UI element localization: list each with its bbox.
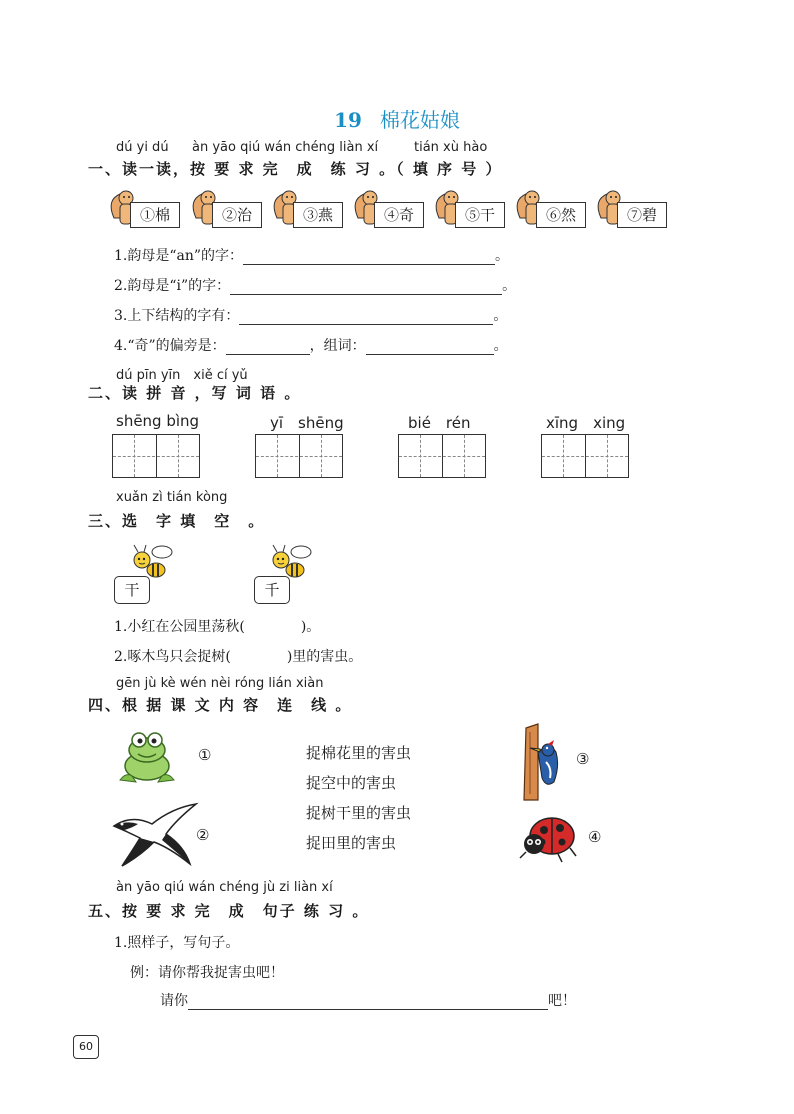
section1-heading: 一、读一读，按 要 求 完 成 练 习 。（ 填 序 号 ） xyxy=(88,160,503,178)
char-option: ①棉 xyxy=(130,202,180,228)
question-text: 2.韵母是“i”的字： xyxy=(114,278,231,294)
word-pinyin-4: xīng xing xyxy=(546,414,626,432)
section3-pinyin: xuǎn zì tián kòng xyxy=(116,490,228,505)
question-end: 。 xyxy=(493,308,508,324)
word-pinyin-2: yī shēng xyxy=(270,414,344,432)
question-mid: ，组词： xyxy=(309,338,366,354)
ladybug-icon xyxy=(518,808,580,864)
char-option: ⑤干 xyxy=(455,202,505,228)
prompt-end: 吧！ xyxy=(548,993,576,1009)
answer-line[interactable] xyxy=(230,280,502,295)
question-3-2 xyxy=(114,646,362,666)
swallow-icon xyxy=(110,800,200,868)
question-end: 。 xyxy=(493,338,508,354)
char-option: ⑦碧 xyxy=(617,202,667,228)
word-pinyin-3: bié rén xyxy=(408,414,471,432)
section1-pinyin-3: tián xù hào xyxy=(414,140,488,155)
section4-pinyin: gēn jù kè wén nèi róng lián xiàn xyxy=(116,676,324,691)
section5-heading: 五、按 要 求 完 成 句子 练 习 。 xyxy=(88,902,370,920)
phrase-4: 捉田里的害虫 xyxy=(306,834,397,852)
question-text: 4.“奇”的偏旁是： xyxy=(114,338,226,354)
word-pinyin-1: shēng bìng xyxy=(116,412,200,430)
question-1-4 xyxy=(114,335,508,355)
phrase-2: 捉空中的害虫 xyxy=(306,774,397,792)
char-card-4 xyxy=(352,188,432,232)
char-option: ④奇 xyxy=(374,202,424,228)
answer-line[interactable] xyxy=(188,995,548,1010)
page-number: 60 xyxy=(73,1035,99,1059)
lesson-number: 19 xyxy=(334,108,362,132)
answer-line[interactable] xyxy=(243,250,495,265)
phrase-1: 捉棉花里的害虫 xyxy=(306,744,412,762)
char-card-5 xyxy=(433,188,513,232)
answer-line[interactable] xyxy=(239,310,493,325)
writing-grid-3[interactable] xyxy=(398,434,486,478)
section1-pinyin-1: dú yi dú xyxy=(116,140,169,155)
question-text: 1.韵母是“an”的字： xyxy=(114,248,244,264)
char-card-6 xyxy=(514,188,594,232)
section4-heading: 四、根 据 课 文 内 容 连 线 。 xyxy=(88,696,353,714)
animal-marker-3: ③ xyxy=(576,750,590,768)
char-option: ⑥然 xyxy=(536,202,586,228)
question-end: 。 xyxy=(495,248,510,264)
animal-marker-4: ④ xyxy=(588,828,602,846)
char-card-1 xyxy=(108,188,188,232)
example-sentence: 例：请你帮我捉害虫吧！ xyxy=(130,965,284,981)
question-end: 。 xyxy=(502,278,517,294)
char-card-2 xyxy=(190,188,270,232)
animal-marker-1: ① xyxy=(198,746,212,764)
phrase-3: 捉树干里的害虫 xyxy=(306,804,412,822)
section2-heading: 二、读 拼 音 ，写 词 语 。 xyxy=(88,384,302,402)
prompt-start: 请你 xyxy=(160,993,188,1009)
sentence-prompt xyxy=(160,990,576,1010)
question-end: )里的害虫。 xyxy=(286,649,363,665)
sentence-task: 1.照样子，写句子。 xyxy=(114,935,240,951)
section3-heading: 三、选 字 填 空 。 xyxy=(88,512,266,530)
frog-icon xyxy=(112,728,182,788)
animal-marker-2: ② xyxy=(196,826,210,844)
lesson-title xyxy=(0,104,794,133)
question-1-3 xyxy=(114,305,507,325)
writing-grid-1[interactable] xyxy=(112,434,200,478)
question-end: )。 xyxy=(300,619,321,635)
section2-pinyin: dú pīn yīn xiě cí yǔ xyxy=(116,368,248,383)
question-text: 3.上下结构的字有： xyxy=(114,308,240,324)
lesson-name: 棉花姑娘 xyxy=(379,108,460,132)
question-3-1 xyxy=(114,616,320,636)
char-card-7 xyxy=(595,188,675,232)
char-option: ③燕 xyxy=(293,202,343,228)
char-card-3 xyxy=(271,188,351,232)
question-1-2 xyxy=(114,275,516,295)
section1-pinyin-2: àn yāo qiú wán chéng liàn xí xyxy=(192,140,379,155)
option-char-box-2: 千 xyxy=(254,576,290,604)
question-text: 1.小红在公园里荡秋( xyxy=(114,619,245,635)
question-text: 2.啄木鸟只会捉树( xyxy=(114,649,231,665)
woodpecker-icon xyxy=(516,722,566,802)
answer-line-radical[interactable] xyxy=(226,340,310,355)
writing-grid-4[interactable] xyxy=(541,434,629,478)
writing-grid-2[interactable] xyxy=(255,434,343,478)
section5-pinyin: àn yāo qiú wán chéng jù zi liàn xí xyxy=(116,880,333,895)
option-char-box-1: 干 xyxy=(114,576,150,604)
answer-line-word[interactable] xyxy=(366,340,494,355)
char-option: ②治 xyxy=(212,202,262,228)
question-1-1 xyxy=(114,245,509,265)
